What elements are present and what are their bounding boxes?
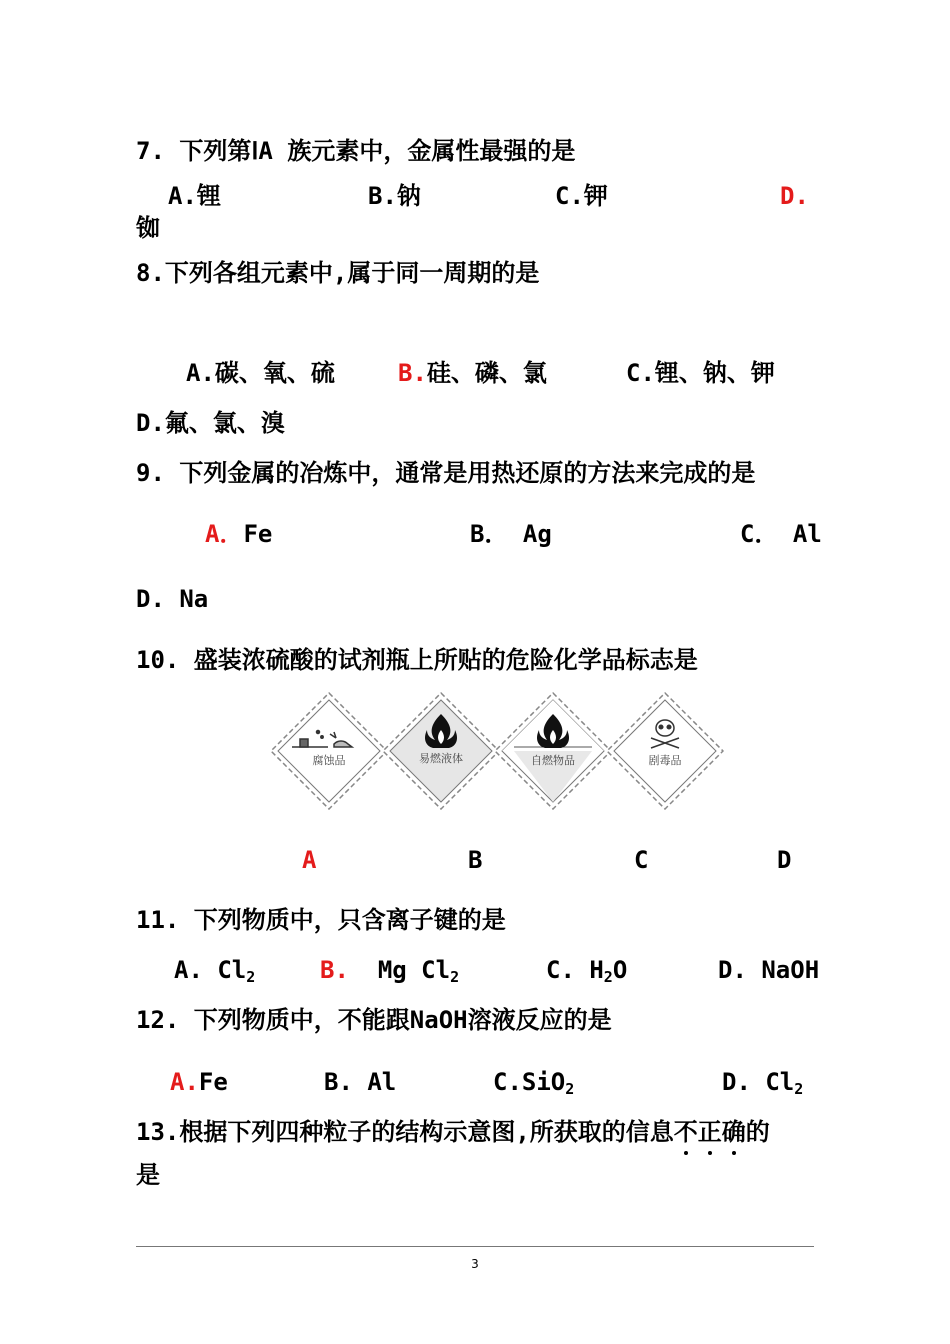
q12-option-d bbox=[722, 1067, 803, 1104]
q8-option-b-text: 硅、磷、氯 bbox=[426, 359, 547, 387]
q13-emphasis-char: 确 bbox=[721, 1118, 746, 1146]
q11-option-b-label: B. bbox=[320, 956, 349, 984]
q9-stem: 9. 下列金属的冶炼中，通常是用热还原的方法来完成的是 bbox=[136, 459, 756, 487]
q8-option-a: A.碳、氧、硫 bbox=[186, 359, 335, 387]
q9-option-a-label: A． bbox=[205, 520, 244, 548]
q11-option-c-sub: 2 bbox=[603, 968, 613, 986]
q10-letter-d: D bbox=[777, 846, 792, 874]
q11-option-b-text: Mg Cl bbox=[377, 956, 451, 984]
sign-label-flammable-liquid: 易燃液体 bbox=[419, 752, 463, 765]
q13-stem-end: 的 bbox=[745, 1118, 770, 1146]
q10-letter-a: A bbox=[302, 846, 317, 874]
q13-stem bbox=[136, 1117, 770, 1147]
q12-option-d-text: D. Cl bbox=[722, 1068, 795, 1096]
q11-stem: 11. 下列物质中，只含离子键的是 bbox=[136, 906, 506, 934]
q7-option-d-text: 铷 bbox=[136, 214, 160, 242]
q11-option-c-post: O bbox=[612, 956, 628, 984]
q7-option-d-label: D. bbox=[780, 182, 809, 210]
q13-stem-text: 13.根据下列四种粒子的结构示意图,所获取的信息 bbox=[136, 1118, 674, 1146]
q7-stem: 7. 下列第ⅠA 族元素中，金属性最强的是 bbox=[136, 137, 576, 165]
toxic-sign bbox=[606, 692, 724, 810]
q13-stem-line2: 是 bbox=[136, 1161, 160, 1189]
q12-option-d-sub: 2 bbox=[794, 1080, 804, 1098]
q7-option-b: B.钠 bbox=[368, 182, 421, 210]
spontaneous-combustion-sign bbox=[494, 692, 612, 810]
q12-option-a-label: A. bbox=[170, 1068, 199, 1096]
hazard-signs bbox=[270, 692, 710, 810]
page-number: 3 bbox=[471, 1257, 479, 1271]
q9-option-a-text: Fe bbox=[243, 520, 273, 548]
q11-option-a-sub: 2 bbox=[246, 968, 256, 986]
q10-letter-c: C bbox=[634, 846, 649, 874]
q9-option-d: D. Na bbox=[136, 585, 209, 613]
corrosive-sign bbox=[270, 692, 388, 810]
q9-option-b: B． Ag bbox=[470, 520, 552, 548]
q9-option-a bbox=[205, 519, 272, 549]
q12-option-c-sub: 2 bbox=[565, 1080, 575, 1098]
q9-option-c: C． Al bbox=[740, 520, 822, 548]
q12-option-b: B. Al bbox=[324, 1068, 397, 1096]
q8-option-c: C.锂、钠、钾 bbox=[626, 359, 775, 387]
q11-option-b bbox=[320, 955, 459, 992]
q11-option-b-sub: 2 bbox=[450, 968, 460, 986]
q8-option-b-label: B. bbox=[398, 359, 427, 387]
sign-label-corrosive: 腐蚀品 bbox=[312, 754, 346, 767]
q12-option-c-text: C.SiO bbox=[493, 1068, 566, 1096]
q8-option-b bbox=[398, 358, 547, 388]
q11-option-d: D. NaOH bbox=[718, 956, 820, 984]
q10-letter-b: B bbox=[468, 846, 483, 874]
q12-stem: 12. 下列物质中，不能跟NaOH溶液反应的是 bbox=[136, 1006, 612, 1034]
q13-emphasis-char: 正 bbox=[697, 1118, 722, 1146]
q13-emphasis-char: 不 bbox=[673, 1118, 698, 1146]
q11-option-c-text: C. H bbox=[546, 956, 604, 984]
q8-option-d: D.氟、氯、溴 bbox=[136, 409, 285, 437]
flammable-liquid-sign bbox=[382, 692, 500, 810]
q8-stem: 8.下列各组元素中,属于同一周期的是 bbox=[136, 259, 540, 287]
q11-option-a-text: A. Cl bbox=[174, 956, 247, 984]
footer-rule bbox=[136, 1246, 814, 1247]
q11-option-c bbox=[546, 955, 627, 992]
q10-stem: 10. 盛装浓硫酸的试剂瓶上所贴的危险化学品标志是 bbox=[136, 646, 698, 674]
q12-option-a bbox=[170, 1067, 228, 1097]
sign-label-spontaneous-combustion: 自燃物品 bbox=[531, 754, 575, 767]
q12-option-a-text: Fe bbox=[198, 1068, 228, 1096]
q7-option-a: A.锂 bbox=[168, 182, 221, 210]
q12-option-c bbox=[493, 1067, 574, 1104]
q7-option-c: C.钾 bbox=[555, 182, 608, 210]
q11-option-a bbox=[174, 955, 255, 992]
sign-label-toxic: 剧毒品 bbox=[648, 754, 682, 767]
